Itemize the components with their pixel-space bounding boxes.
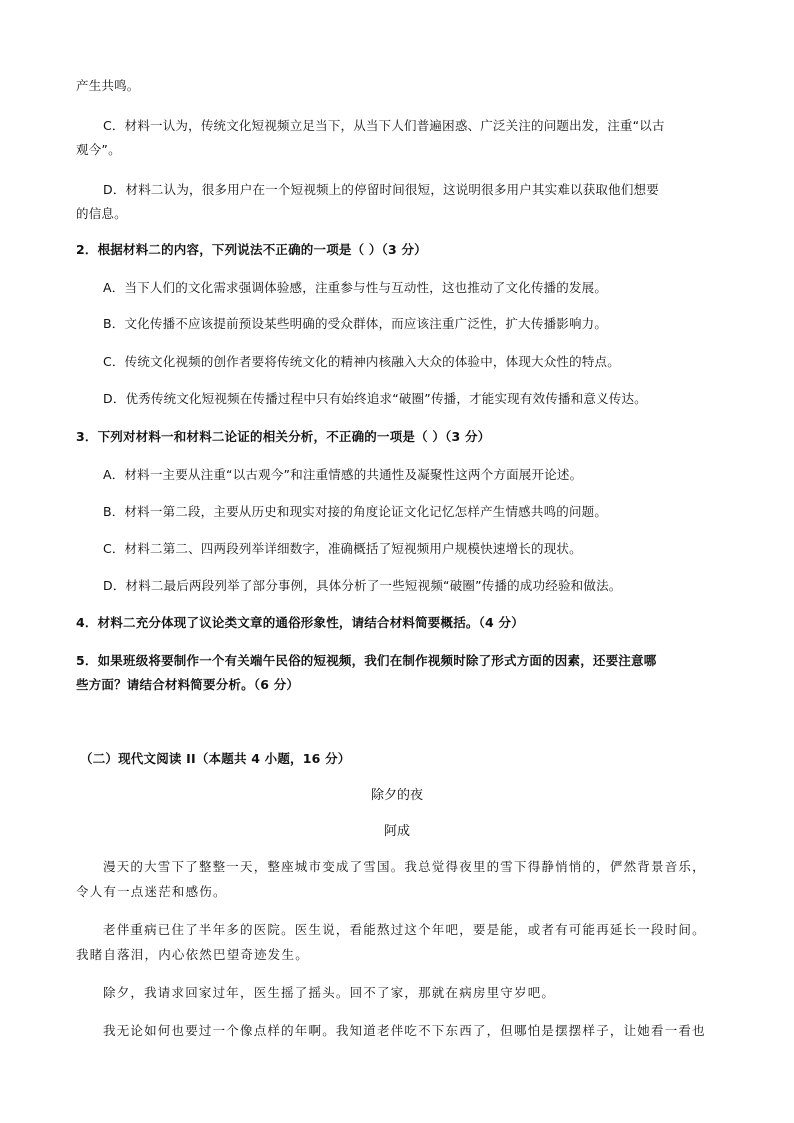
option-b-line: B．文化传播不应该提前预设某些明确的受众群体，而应该注重广泛性，扩大传播影响力。: [103, 316, 608, 331]
option-c-line: C．材料二第二、四两段列举详细数字，准确概括了短视频用户规模快速增长的现状。: [103, 541, 582, 556]
question-5-continuation: 些方面？请结合材料简要分析。（6 分）: [76, 677, 300, 692]
section-heading: （二）现代文阅读 II（本题共 4 小题，16 分）: [80, 751, 351, 766]
option-c-line: C．传统文化视频的创作者要将传统文化的精神内核融入大众的体验中，体现大众性的特点。: [103, 354, 620, 369]
article-title: 除夕的夜: [370, 788, 423, 803]
text-line: 产生共鸣。: [76, 78, 140, 93]
text-line: 的信息。: [76, 206, 127, 221]
article-author: 阿成: [383, 824, 410, 839]
option-b-line: B．材料一第二段，主要从历史和现实对接的角度论证文化记忆怎样产生情感共鸣的问题。: [103, 504, 608, 519]
question-5: 5．如果班级将要制作一个有关端午民俗的短视频，我们在制作视频时除了形式方面的因素，还要注意哪: [76, 653, 657, 668]
option-c-line: C．材料一认为，传统文化短视频立足当下，从当下人们普遍困惑、广泛关注的问题出发，注重“以古: [103, 118, 665, 133]
option-a-line: A．材料一主要从注重“以古观今”和注重情感的共通性及凝聚性这两个方面展开论述。: [103, 467, 583, 482]
question-3: 3．下列对材料一和材料二论证的相关分析，不正确的一项是（ ）（3 分）: [76, 429, 491, 444]
article-paragraph-line: 除夕，我请求回家过年，医生摇了摇头。回不了家，那就在病房里守岁吧。: [103, 985, 556, 1000]
article-paragraph-line: 我睹自落泪，内心依然巴望奇迹发生。: [76, 947, 309, 962]
article-paragraph-line: 令人有一点迷茫和感伤。: [76, 884, 227, 899]
article-paragraph-line: 老伴重病已住了半年多的医院。医生说，看能熬过这个年吧，要是能，或者有可能再延长一段时间。: [103, 922, 706, 937]
option-d-line: D．材料二认为，很多用户在一个短视频上的停留时间很短，这说明很多用户其实难以获取他们想要: [103, 182, 659, 197]
option-d-line: D．优秀传统文化短视频在传播过程中只有始终追求“破圈”传播，才能实现有效传播和意义传达。: [103, 391, 647, 406]
question-4: 4．材料二充分体现了议论类文章的通俗形象性，请结合材料简要概括。（4 分）: [76, 615, 524, 630]
article-paragraph-line: 我无论如何也要过一个像点样的年啊。我知道老伴吃不下东西了，但哪怕是摆摆样子，让她看一看也: [103, 1023, 706, 1038]
option-a-line: A．当下人们的文化需求强调体验感，注重参与性与互动性，这也推动了文化传播的发展。: [103, 280, 608, 295]
article-paragraph-line: 漫天的大雪下了整整一天，整座城市变成了雪国。我总觉得夜里的雪下得静悄悄的，俨然背景音乐，: [103, 859, 706, 874]
text-line: 观今”。: [76, 142, 121, 157]
question-2: 2．根据材料二的内容，下列说法不正确的一项是（ ）（3 分）: [76, 242, 427, 257]
option-d-line: D．材料二最后两段列举了部分事例，具体分析了一些短视频“破圈”传播的成功经验和做法。: [103, 578, 622, 593]
